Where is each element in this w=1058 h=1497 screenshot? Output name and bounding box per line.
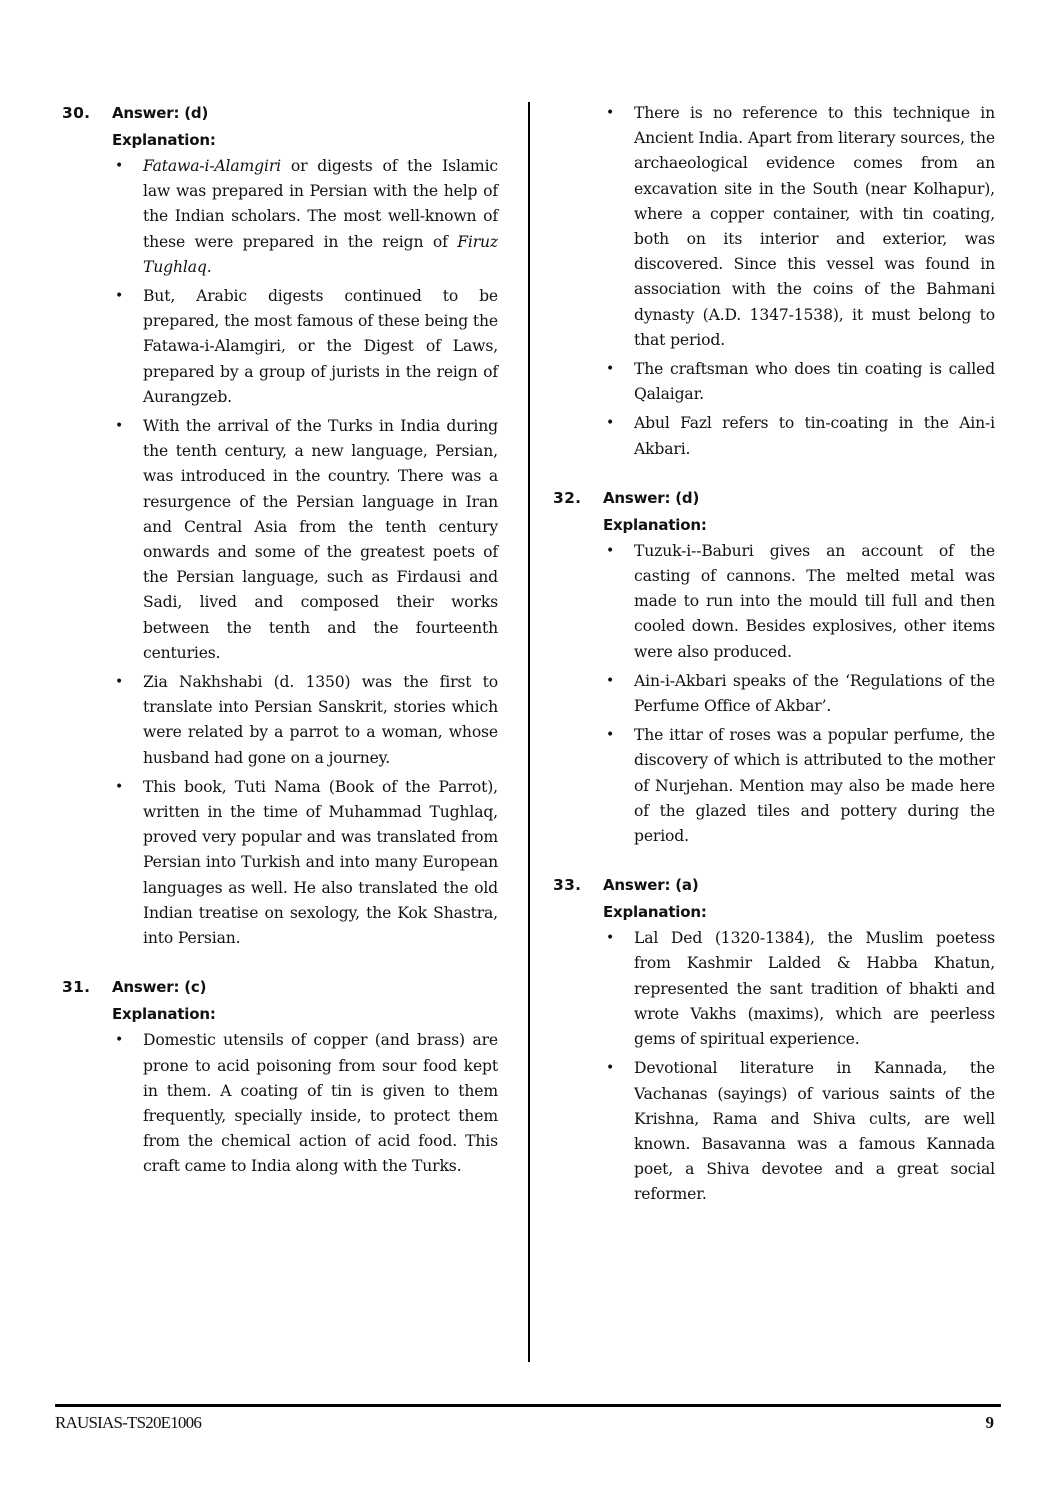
question-30 [62, 101, 498, 951]
left-column [62, 101, 498, 1204]
list-item [112, 154, 498, 280]
item-text: The craftsman who does tin coating is called Qalaigar. [634, 360, 995, 404]
question-number: 33. [553, 876, 582, 895]
bullet-icon: • [606, 1060, 615, 1077]
item-text: Tuzuk-i--Baburi gives an account of the casting of cannons. The melted metal was made to run into the mould till full and then cooled down. Besides explosives, other items were also produced. [634, 541, 995, 661]
list-item [112, 1028, 498, 1179]
bullet-icon: • [606, 542, 615, 559]
question-number: 32. [553, 488, 582, 507]
footer-document-code: RAUSIAS-TS20E1006 [55, 1413, 202, 1432]
list-item [603, 101, 995, 353]
explanation-list [553, 926, 995, 1207]
explanation-label: Explanation: [603, 515, 707, 534]
item-text: But, Arabic digests continued to be prepared, the most famous of these being the Fatawa-i-Alamgiri, or the Digest of Laws, prepared by a group of jurists in the reign of Aurangzeb. [143, 287, 498, 406]
answer-label: Answer: (d) [603, 488, 700, 507]
question-number: 31. [62, 978, 91, 997]
item-text: This book, Tuti Nama (Book of the Parrot), written in the time of Muhammad Tughlaq, proved very popular and was translated from Persian into Turkish and into many European languages as well. He also translated the old Indian treatise on sexology, the Kok Shastra, into Persian. [143, 777, 498, 948]
explanation-label: Explanation: [112, 1005, 216, 1024]
footer-rule [55, 1404, 1001, 1407]
item-text: Devotional literature in Kannada, the Vachanas (sayings) of various saints of the Krishna, Rama and Shiva cults, are well known. Basavanna was a famous Kannada poet, a Shiva devotee and a great social reformer. [634, 1059, 995, 1204]
explanation-label: Explanation: [603, 903, 707, 922]
bullet-icon: • [606, 930, 615, 947]
bullet-icon: • [606, 361, 615, 378]
bullet-icon: • [606, 415, 615, 432]
page-number: 9 [985, 1413, 994, 1432]
bullet-icon: • [115, 778, 124, 795]
question-31 [62, 975, 498, 1179]
list-item [112, 670, 498, 771]
explanation-list [553, 539, 995, 849]
explanation-list [553, 101, 995, 462]
item-text: There is no reference to this technique in Ancient India. Apart from literary sources, the archaeological evidence comes from an excavation site in the South (near Kolhapur), where a copper container, with tin coating, both on its interior and exterior, was discovered. Since this vessel was found in association with the coins of the Bahmani dynasty (A.D. 1347-1538), it must belong to that period. [634, 104, 995, 349]
column-divider [528, 102, 530, 1362]
right-column [553, 101, 995, 1232]
explanation-list [62, 154, 498, 951]
list-item [603, 539, 995, 665]
item-text: With the arrival of the Turks in India during the tenth century, a new language, Persian, was introduced in the country. There was a resurgence of the Persian language in Iran and Central Asia from the tenth century onwards and some of the greatest poets of the Persian language, such as Firdausi and Sadi, lived and composed their works between the tenth and the fourteenth centuries. [143, 417, 498, 662]
answer-label: Answer: (c) [112, 978, 207, 997]
item-text: or digests of the Islamic law was prepared in Persian with the help of the Indian scholars. The most well-known of these were prepared in the reign of [143, 157, 498, 251]
bullet-icon: • [115, 158, 124, 174]
bullet-icon: • [606, 727, 615, 744]
item-text: . [206, 257, 212, 276]
list-item [603, 669, 995, 719]
list-item [603, 357, 995, 407]
list-item [112, 284, 498, 410]
answer-heading [62, 101, 498, 126]
bullet-icon: • [115, 288, 124, 305]
list-item [603, 1056, 995, 1207]
bullet-icon: • [606, 672, 615, 689]
explanation-label: Explanation: [112, 131, 216, 149]
list-item [603, 926, 995, 1052]
bullet-icon: • [115, 418, 124, 435]
italic-term: Firuz Tughlaq [143, 232, 498, 276]
item-text: Ain-i-Akbari speaks of the ‘Regulations of the Perfume Office of Akbar’. [634, 671, 995, 716]
item-text: Lal Ded (1320-1384), the Muslim poetess from Kashmir Lalded & Habba Khatun, represented the sant tradition of bhakti and wrote Vakhs (maxims), which are peerless gems of spiritual experience. [634, 929, 995, 1049]
list-item [603, 723, 995, 849]
item-text: Domestic utensils of copper (and brass) are prone to acid poisoning from sour food kept in them. A coating of tin is given to them frequently, specially inside, to protect them from the chemical action of acid food. This craft came to India along with the Turks. [143, 1031, 498, 1176]
answer-heading [62, 975, 498, 1000]
question-number: 30. [62, 104, 91, 122]
bullet-icon: • [115, 674, 124, 691]
list-item [112, 775, 498, 951]
item-text: The ittar of roses was a popular perfume, the discovery of which is attributed to the mother of Nurjehan. Mention may also be made here of the glazed tiles and pottery during the period. [634, 726, 995, 846]
italic-term: Fatawa-i-Alamgiri [143, 157, 281, 175]
answer-heading [553, 873, 995, 898]
question-32 [553, 486, 995, 849]
list-item [112, 414, 498, 666]
question-31-continued [553, 101, 995, 462]
answer-heading [553, 486, 995, 511]
list-item [603, 411, 995, 461]
answer-label: Answer: (a) [603, 876, 699, 895]
explanation-list [62, 1028, 498, 1179]
item-text: Abul Fazl refers to tin-coating in the Ain-i Akbari. [634, 414, 995, 458]
question-33 [553, 873, 995, 1207]
bullet-icon: • [606, 105, 615, 121]
answer-label: Answer: (d) [112, 104, 209, 122]
item-text: Zia Nakhshabi (d. 1350) was the first to translate into Persian Sanskrit, stories which were related by a parrot to a woman, whose husband had gone on a journey. [143, 673, 498, 767]
bullet-icon: • [115, 1032, 124, 1049]
